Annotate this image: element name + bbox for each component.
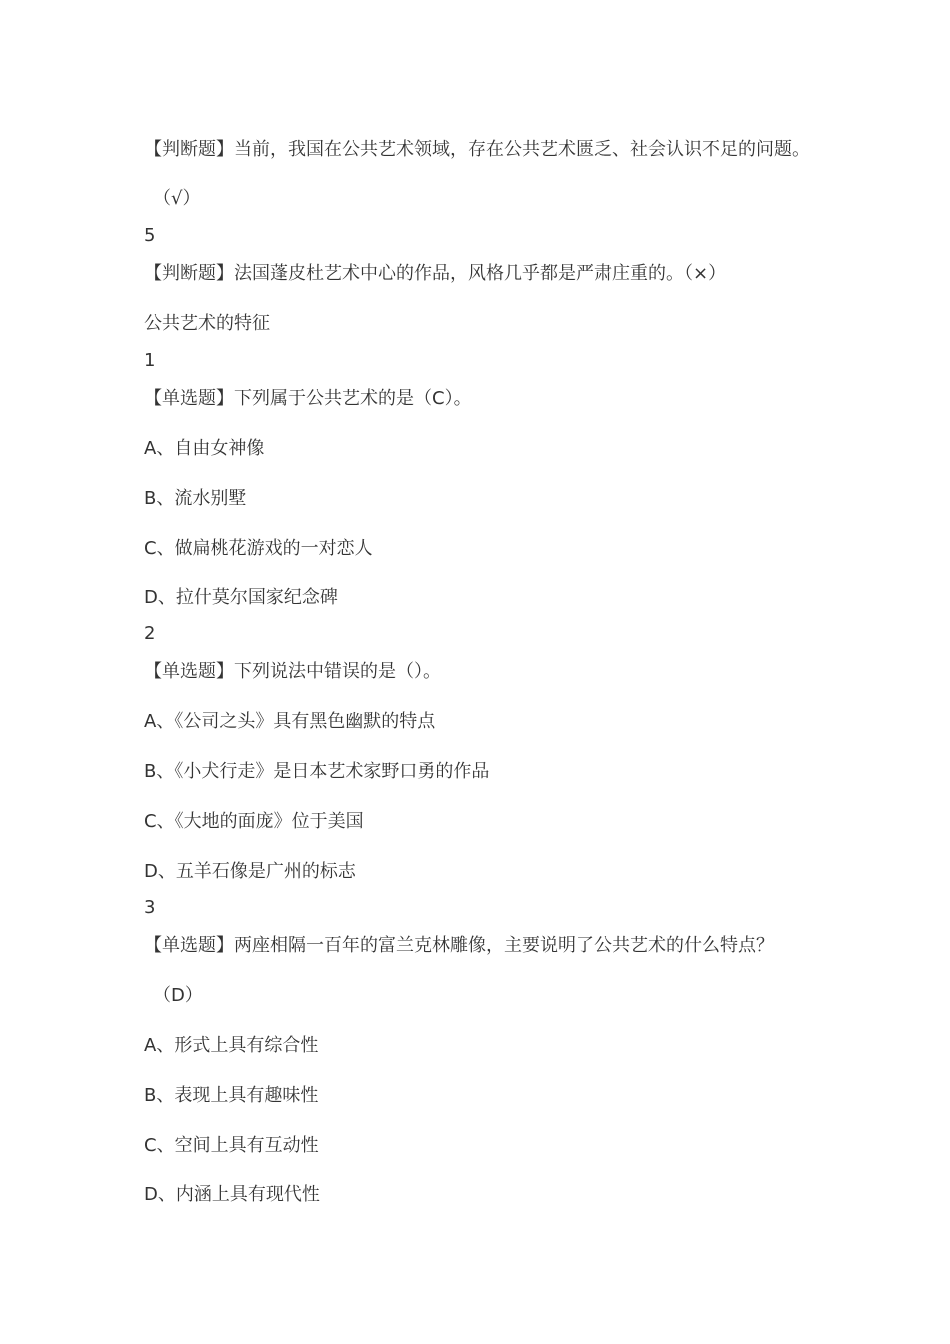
single-choice-question-1: 【单选题】下列属于公共艺术的是（C）。 [144, 388, 472, 409]
q1-option-d: D、拉什莫尔国家纪念碑 [144, 587, 338, 608]
question-number-1: 1 [144, 350, 156, 371]
q2-option-d: D、五羊石像是广州的标志 [144, 861, 356, 882]
single-choice-question-3: 【单选题】两座相隔一百年的富兰克林雕像，主要说明了公共艺术的什么特点？ [144, 935, 774, 956]
question-number-3: 3 [144, 897, 156, 918]
judge-question-intro: 【判断题】当前，我国在公共艺术领域，存在公共艺术匮乏、社会认识不足的问题。 [144, 139, 810, 160]
question-number-2: 2 [144, 623, 156, 644]
q1-option-b: B、流水别墅 [144, 488, 247, 509]
single-choice-question-2: 【单选题】下列说法中错误的是（）。 [144, 661, 441, 682]
section-title: 公共艺术的特征 [144, 313, 270, 334]
q1-option-a: A、自由女神像 [144, 438, 265, 459]
judge-answer-intro: （√） [153, 188, 201, 209]
q3-answer: （D） [153, 985, 203, 1006]
q1-option-c: C、做扁桃花游戏的一对恋人 [144, 538, 373, 559]
question-number-5: 5 [144, 225, 156, 246]
q3-option-d: D、内涵上具有现代性 [144, 1184, 320, 1205]
q2-option-c: C、《大地的面庞》位于美国 [144, 811, 364, 832]
judge-question-5: 【判断题】法国蓬皮杜艺术中心的作品，风格几乎都是严肃庄重的。（×） [144, 263, 727, 284]
q2-option-a: A、《公司之头》具有黑色幽默的特点 [144, 711, 436, 732]
q3-option-a: A、形式上具有综合性 [144, 1035, 319, 1056]
q2-option-b: B、《小犬行走》是日本艺术家野口勇的作品 [144, 761, 490, 782]
q3-option-b: B、表现上具有趣味性 [144, 1085, 319, 1106]
q3-option-c: C、空间上具有互动性 [144, 1135, 319, 1156]
